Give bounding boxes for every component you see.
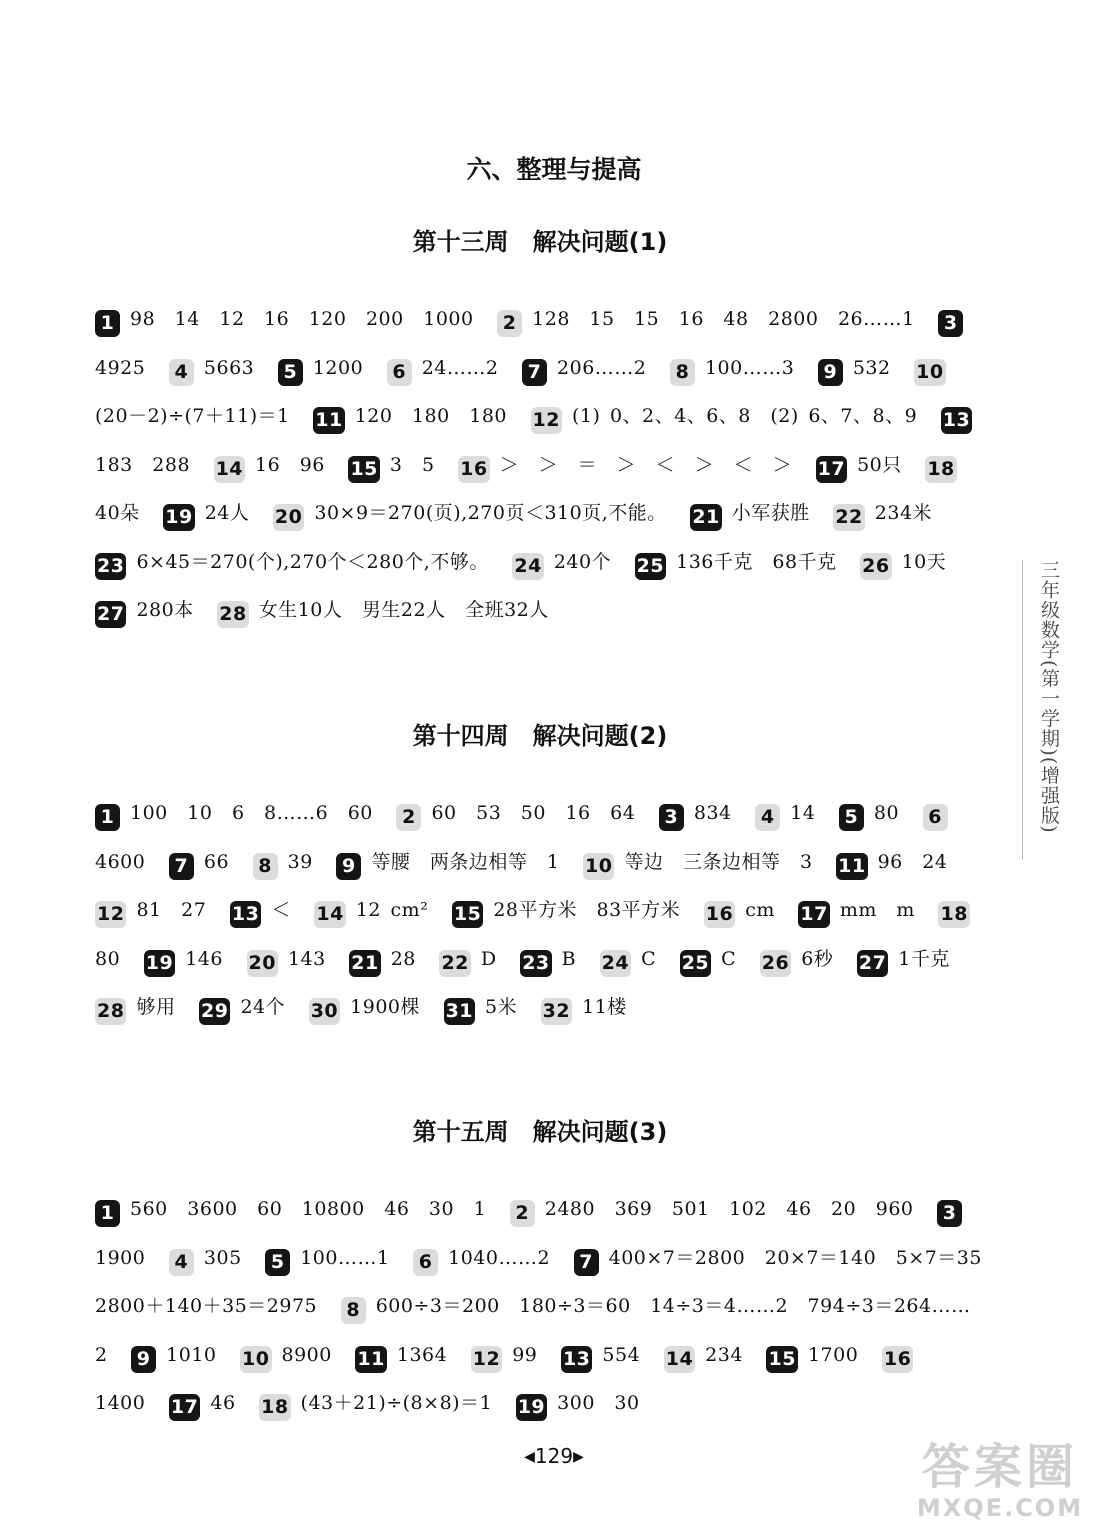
question-number-badge: 15 [452,901,483,928]
question-number-badge: 21 [349,950,380,977]
right-arrow-icon: ▶ [573,1449,584,1465]
answer-text: 5663 [203,356,255,379]
question-number-badge: 2 [510,1200,535,1227]
answer-text: 99 [512,1343,538,1366]
answer-text: 1040……2 [448,1246,551,1269]
question-number-badge: 15 [348,456,379,483]
question-number-badge: 29 [199,998,230,1025]
answer-text: C [721,947,737,970]
question-number-badge: 9 [336,853,361,880]
answer-text: 小军获胜 [731,502,810,524]
answer-text: 96 24 [877,850,948,873]
page-number-text: 129 [534,1444,574,1468]
answer-list [95,789,985,1032]
answer-text: 40朵 [95,502,140,524]
question-number-badge: 8 [341,1297,366,1324]
question-number-badge: 17 [798,901,829,928]
question-number-badge: 5 [839,804,864,831]
question-number-badge: 14 [314,901,345,928]
answer-item [635,550,837,577]
question-number-badge: 17 [816,456,847,483]
section-title: 第十五周 解决问题(3) [412,1118,668,1146]
question-number-badge: 10 [914,359,945,386]
answer-text: 400×7＝2800 20×7＝140 5×7＝35 2800＋140＋35＝2975 [95,1246,1002,1317]
answer-item [95,996,176,1022]
answer-item [452,899,681,925]
question-number-badge: 4 [169,1249,194,1276]
question-number-badge: 2 [497,310,522,337]
question-number-badge: 2 [396,804,421,831]
question-number-badge: 7 [522,359,547,386]
answer-item [583,850,813,877]
answer-text: (1) 0、2、4、6、8 (2) 6、7、8、9 [572,405,918,427]
answer-item [510,1198,914,1224]
left-arrow-icon: ◀ [524,1449,535,1465]
question-number-badge: 21 [690,504,721,531]
answer-text: 28平方米 83平方米 [493,899,681,921]
answer-item [522,356,647,383]
question-number-badge: 9 [818,359,843,386]
answer-text: (43＋21)÷(8×8)＝1 [300,1392,493,1414]
question-number-badge: 16 [704,901,735,928]
answer-text: 560 3600 60 10800 46 30 1 [130,1198,487,1220]
answer-item [531,405,918,431]
question-number-badge: 6 [923,804,948,831]
answer-list [95,295,985,635]
answer-text: 240个 [553,550,612,573]
answer-item [95,550,489,577]
question-number-badge: 18 [925,456,956,483]
answer-text: 234 [705,1343,743,1366]
answer-text: 1010 [166,1343,217,1366]
answer-item [512,550,612,577]
question-number-badge: 25 [635,553,666,580]
question-number-badge: 7 [169,853,194,880]
answer-item [336,850,560,877]
question-number-badge: 27 [95,601,126,628]
watermark-bottom-text: MXQE.COM [916,1494,1084,1522]
answer-item [860,550,947,577]
answer-text: 1900 [95,1246,146,1269]
answer-text: 136千克 68千克 [676,550,837,573]
answer-text: 等腰 两条边相等 1 [371,850,560,873]
question-number-badge: 30 [309,998,340,1025]
question-number-badge: 3 [938,310,963,337]
question-number-badge: 11 [313,407,344,434]
question-number-badge: 25 [680,950,711,977]
answer-item [387,356,499,383]
answer-text: 2480 369 501 102 46 20 960 [544,1198,914,1220]
question-number-badge: 16 [882,1346,913,1373]
answer-item [313,405,507,431]
answer-text: 100……1 [300,1246,390,1269]
answer-text: 305 [203,1246,242,1269]
answer-text: 16 96 [255,453,325,476]
answer-item [278,356,364,383]
answer-text: 24个 [240,996,286,1018]
question-number-badge: 1 [95,804,120,831]
answer-text: 1千克 [898,947,950,970]
answer-item [520,947,577,974]
question-number-badge: 22 [833,504,864,531]
answer-item [247,947,326,974]
answer-item [755,802,816,828]
question-number-badge: 23 [95,553,126,580]
question-number-badge: 4 [755,804,780,831]
answer-text: 4600 [95,850,146,873]
answer-text: 1900棵 [350,996,421,1018]
answer-text: ＜ [271,899,291,921]
answer-item [413,1246,551,1273]
answer-text: 6秒 [801,947,834,970]
question-number-badge: 28 [95,998,126,1025]
answer-text: cm [745,899,775,921]
question-number-badge: 22 [439,950,470,977]
answer-text: 10天 [901,550,947,573]
answer-item [169,1246,242,1273]
answer-text: 够用 [136,996,176,1018]
answer-item [95,1198,487,1224]
answer-text: 14 [790,802,816,824]
answer-item [458,453,793,480]
question-number-badge: 7 [574,1249,599,1276]
question-number-badge: 18 [938,901,969,928]
answer-text: 12 cm² [355,899,429,921]
question-number-badge: 10 [240,1346,271,1373]
answer-text: 1400 [95,1392,146,1414]
answer-text: 280本 [136,599,194,621]
answer-text: 30×9＝270(页),270页＜310页,不能。 [314,502,667,524]
answer-text: 206……2 [557,356,647,379]
answer-item [144,947,223,974]
answer-text: 128 15 15 16 48 2800 26……1 [532,308,915,330]
answer-item [857,947,950,974]
answer-text: 234米 [874,502,933,524]
answer-item [95,308,474,334]
answer-text: 39 [287,850,313,873]
answer-item [95,802,373,828]
question-number-badge: 20 [247,950,278,977]
answer-text: 60 53 50 16 64 [431,802,636,824]
question-number-badge: 4 [169,359,194,386]
answer-item [169,1392,236,1418]
question-number-badge: 13 [561,1346,592,1373]
answer-text: 98 14 12 16 120 200 1000 [130,308,474,330]
answer-item [439,947,497,974]
answer-text: 600÷3＝200 180÷3＝60 14÷3＝4……2 794÷3＝264……2 [95,1295,971,1366]
answer-text: 50只 [857,453,902,476]
answer-text: 1700 [807,1343,859,1366]
answer-item [95,599,194,625]
answer-text: 24人 [204,502,250,524]
section-week-15 [95,1112,1002,1428]
question-number-badge: 23 [520,950,551,977]
answer-text: 8900 [281,1343,332,1366]
answer-text: 4925 [95,356,146,379]
question-number-badge: 11 [355,1346,386,1373]
answer-text: C [641,947,657,970]
question-number-badge: 26 [760,950,791,977]
answer-text: 1200 [312,356,364,379]
answer-item [839,802,900,828]
answer-item [214,453,325,480]
answer-item [816,453,902,480]
question-number-badge: 12 [95,901,126,928]
answer-text: 183 288 [95,453,191,476]
answer-item [396,802,636,828]
answer-item [199,996,286,1022]
answer-item [600,947,657,974]
answer-item [833,502,933,528]
answer-text: 28 [390,947,416,970]
question-number-badge: 13 [941,407,972,434]
answer-item [516,1392,640,1418]
answer-text: 24……2 [421,356,499,379]
answer-item [314,899,429,925]
answer-text: 80 [873,802,900,824]
answer-item [680,947,737,974]
answer-text: 532 [852,356,891,379]
answer-text: mm m [839,899,915,921]
answer-text: 100 10 6 8……6 60 [130,802,373,824]
answer-item [348,453,435,480]
answer-list [95,1185,1002,1428]
question-number-badge: 18 [259,1394,290,1421]
side-book-title: 三年级数学(第一学期)(增强版) [1022,560,1063,860]
answer-text: 300 30 [557,1392,640,1414]
answer-item [265,1246,390,1273]
answer-item [818,356,891,383]
watermark-top-text: 答案圈 [921,1439,1078,1495]
answer-text: 1364 [396,1343,448,1366]
question-number-badge: 8 [670,359,695,386]
question-number-badge: 6 [413,1249,438,1276]
answer-text: 66 [203,850,230,873]
question-number-badge: 28 [217,601,248,628]
answer-text: 81 27 [136,899,207,921]
question-number-badge: 10 [583,853,614,880]
answer-item [230,899,291,925]
answer-item [349,947,416,974]
question-number-badge: 27 [857,950,888,977]
answer-text: 5米 [485,996,518,1018]
answer-item [690,502,810,528]
answer-text: 3 5 [389,453,435,476]
answer-item [444,996,518,1022]
section-title: 第十四周 解决问题(2) [412,722,668,750]
section-title: 第十三周 解决问题(1) [412,228,668,256]
question-number-badge: 15 [766,1346,797,1373]
answer-text: 11楼 [582,996,627,1018]
answer-item [670,356,795,383]
question-number-badge: 9 [131,1346,156,1373]
question-number-badge: 32 [541,998,572,1025]
answer-item [253,850,313,877]
question-number-badge: 19 [163,504,194,531]
question-number-badge: 24 [512,553,543,580]
answer-item [471,1343,538,1370]
question-number-badge: 3 [659,804,684,831]
answer-item [836,850,948,877]
watermark-logo [900,1440,1100,1530]
answer-text: 100……3 [704,356,795,379]
question-number-badge: 1 [95,1200,120,1227]
answer-item [309,996,421,1022]
question-number-badge: 12 [531,407,562,434]
question-number-badge: 6 [387,359,412,386]
answer-item [163,502,250,528]
answer-item [95,899,207,925]
answer-item [760,947,834,974]
question-number-badge: 16 [458,456,489,483]
answer-item [541,996,627,1022]
answer-text: 80 [95,947,121,970]
answer-text: 143 [287,947,326,970]
question-number-badge: 13 [230,901,261,928]
answer-item [273,502,667,528]
answer-text: 46 [210,1392,236,1414]
answer-text: 女生10人 男生22人 全班32人 [258,599,549,621]
answer-text: 554 [602,1343,641,1366]
answer-item [259,1392,493,1418]
answer-item [131,1343,217,1370]
answer-text: 834 [693,802,732,824]
question-number-badge: 11 [836,853,867,880]
question-number-badge: 24 [600,950,631,977]
answer-text: 146 [185,947,223,970]
answer-text: 等边 三条边相等 3 [624,850,813,873]
question-number-badge: 31 [444,998,475,1025]
answer-item [766,1343,859,1370]
answer-text: 120 180 180 [354,405,507,427]
answer-item [217,599,549,625]
question-number-badge: 8 [253,853,278,880]
answer-text: 6×45＝270(个),270个＜280个,不够。 [136,550,489,573]
question-number-badge: 1 [95,310,120,337]
question-number-badge: 19 [516,1394,547,1421]
answer-item [497,308,915,334]
section-week-14 [95,716,985,1032]
answer-item [704,899,775,925]
question-number-badge: 19 [144,950,175,977]
question-number-badge: 26 [860,553,891,580]
question-number-badge: 14 [664,1346,695,1373]
question-number-badge: 20 [273,504,304,531]
question-number-badge: 17 [169,1394,200,1421]
answer-text: D [480,947,497,970]
question-number-badge: 5 [265,1249,290,1276]
question-number-badge: 14 [214,456,245,483]
answer-text: (20－2)÷(7＋11)＝1 [95,405,290,427]
answer-item [659,802,732,828]
answer-item [664,1343,743,1370]
answer-item [169,356,255,383]
question-number-badge: 12 [471,1346,502,1373]
question-number-badge: 5 [278,359,303,386]
chapter-title: 六、整理与提高 [466,155,642,184]
answer-item [355,1343,448,1370]
answer-item [561,1343,641,1370]
answer-item [798,899,915,925]
answer-text: B [561,947,577,970]
section-week-13 [95,222,985,635]
answer-text: ＞ ＞ ＝ ＞ ＜ ＞ ＜ ＞ [499,453,793,476]
answer-item [169,850,230,877]
answer-item [240,1343,332,1370]
question-number-badge: 3 [937,1200,962,1227]
